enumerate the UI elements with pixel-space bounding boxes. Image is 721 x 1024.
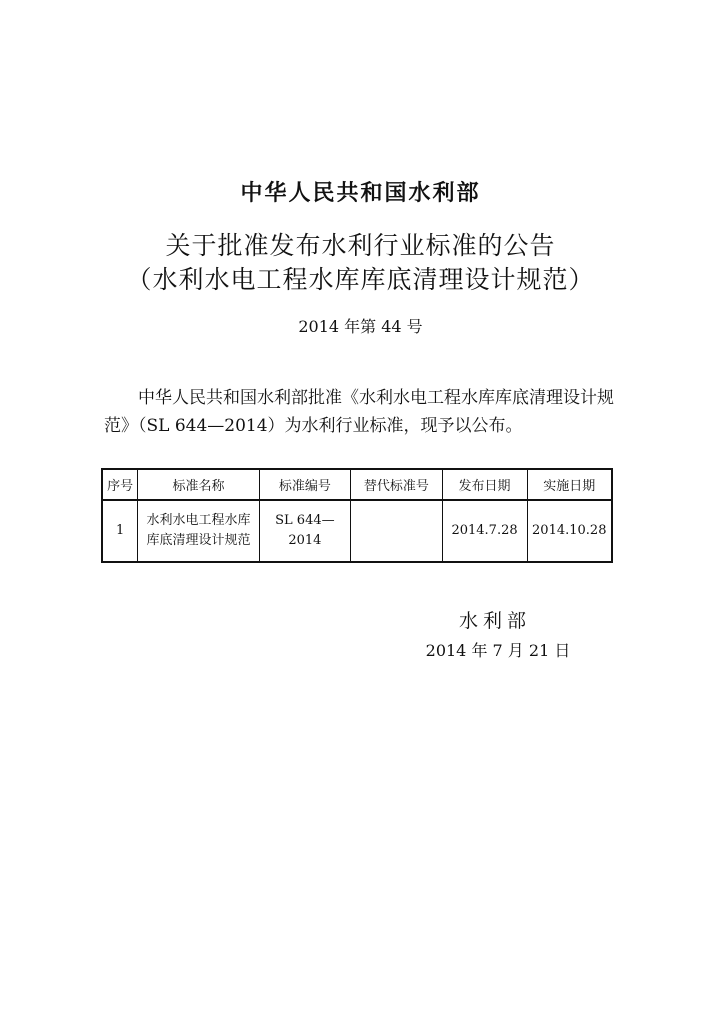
- cell-name-line2: 库底清理设计规范: [146, 533, 251, 548]
- announcement-body: 中华人民共和国水利部批准《水利水电工程水库库底清理设计规范》（SL 644—2014）为水利行业标准，现予以公布。: [104, 388, 614, 436]
- header-index: 序号: [102, 469, 138, 500]
- cell-replaces: [351, 500, 442, 562]
- announcement-subtitle: （水利水电工程水库库底清理设计规范）: [126, 265, 595, 294]
- header-publish-date: 发布日期: [442, 469, 527, 500]
- standards-table: [101, 468, 613, 563]
- header-replaces: 替代标准号: [351, 469, 442, 500]
- header-code: 标准编号: [259, 469, 351, 500]
- cell-name-line1: 水利水电工程水库: [146, 513, 251, 528]
- table-row: [102, 500, 612, 562]
- header-effective-date: 实施日期: [527, 469, 612, 500]
- ministry-header: 中华人民共和国水利部: [240, 180, 481, 206]
- document-number: 2014 年第 44 号: [298, 317, 423, 336]
- cell-publish-date: 2014.7.28: [442, 500, 527, 562]
- announcement-title: 关于批准发布水利行业标准的公告: [165, 231, 556, 260]
- table-header-row: [102, 469, 612, 500]
- cell-code: SL 644—2014: [259, 500, 351, 562]
- cell-effective-date: 2014.10.28: [527, 500, 612, 562]
- header-name: 标准名称: [138, 469, 259, 500]
- cell-index: 1: [102, 500, 138, 562]
- cell-name: [138, 500, 259, 562]
- signature-organization: 水利部: [458, 610, 531, 632]
- signature-date: 2014 年 7 月 21 日: [425, 641, 571, 660]
